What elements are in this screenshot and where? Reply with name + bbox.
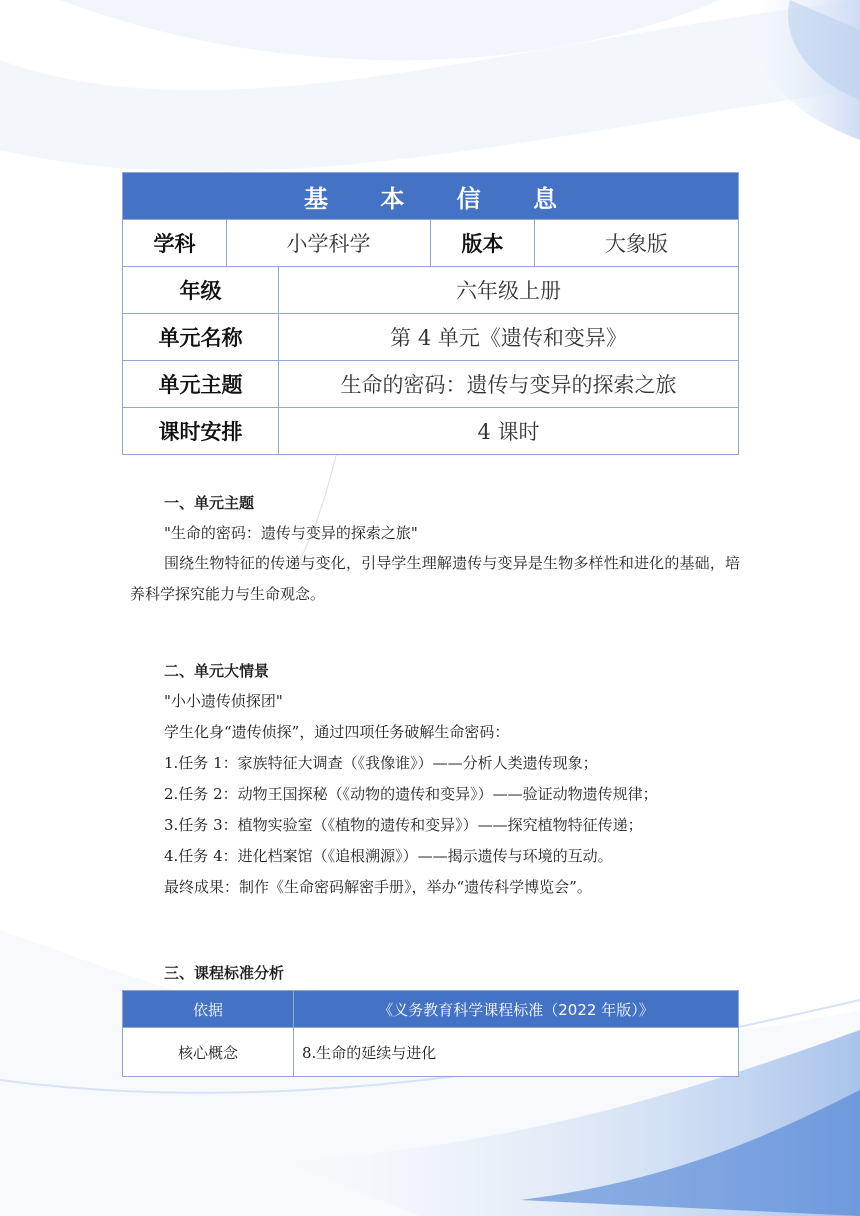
unit-theme-label: 单元主题	[123, 361, 279, 408]
standards-cell-value: 8.生命的延续与进化	[294, 1028, 739, 1077]
section1-quote: "生命的密码：遗传与变异的探索之旅"	[164, 524, 418, 542]
section-unit-theme	[130, 488, 740, 610]
section2-result: 最终成果：制作《生命密码解密手册》，举办“遗传科学博览会”。	[164, 878, 592, 896]
unit-theme-value: 生命的密码：遗传与变异的探索之旅	[279, 361, 739, 408]
task-item-1: 1.任务 1：家族特征大调查（《我像谁》）——分析人类遗传现象；	[164, 754, 598, 772]
subject-value: 小学科学	[227, 220, 431, 267]
section2-quote: "小小遗传侦探团"	[164, 692, 283, 710]
standards-table	[122, 990, 739, 1077]
basic-info-table	[122, 172, 739, 455]
grade-label: 年级	[123, 267, 279, 314]
basic-info-title: 基 本 信 息	[123, 173, 739, 220]
section-unit-scenario	[130, 656, 740, 903]
section2-heading: 二、单元大情景	[164, 662, 270, 680]
edition-label: 版本	[431, 220, 535, 267]
standards-header-basis: 依据	[123, 991, 294, 1028]
section1-paragraph: 围绕生物特征的传递与变化，引导学生理解遗传与变异是生物多样性和进化的基础，培养科学探究能力与生命观念。	[130, 554, 740, 603]
standards-cell-key: 核心概念	[123, 1028, 294, 1077]
grade-value: 六年级上册	[279, 267, 739, 314]
section1-heading: 一、单元主题	[164, 494, 255, 512]
task-item-2: 2.任务 2：动物王国探秘（《动物的遗传和变异》）——验证动物遗传规律；	[164, 785, 658, 803]
section-standards	[130, 960, 740, 986]
subject-label: 学科	[123, 220, 227, 267]
task-item-4: 4.任务 4：进化档案馆（《追根溯源》）——揭示遗传与环境的互动。	[164, 847, 613, 865]
unit-name-value: 第 4 单元《遗传和变异》	[279, 314, 739, 361]
section2-intro: 学生化身“遗传侦探”，通过四项任务破解生命密码：	[164, 723, 510, 741]
section3-heading: 三、课程标准分析	[164, 964, 285, 982]
unit-name-label: 单元名称	[123, 314, 279, 361]
schedule-value: 4 课时	[279, 408, 739, 455]
standards-header-standard: 《义务教育科学课程标准（2022 年版）》	[294, 991, 739, 1028]
standards-table-header	[123, 991, 739, 1028]
task-item-3: 3.任务 3：植物实验室（《植物的遗传和变异》）——探究植物特征传递；	[164, 816, 643, 834]
edition-value: 大象版	[535, 220, 739, 267]
table-row	[123, 1028, 739, 1077]
schedule-label: 课时安排	[123, 408, 279, 455]
